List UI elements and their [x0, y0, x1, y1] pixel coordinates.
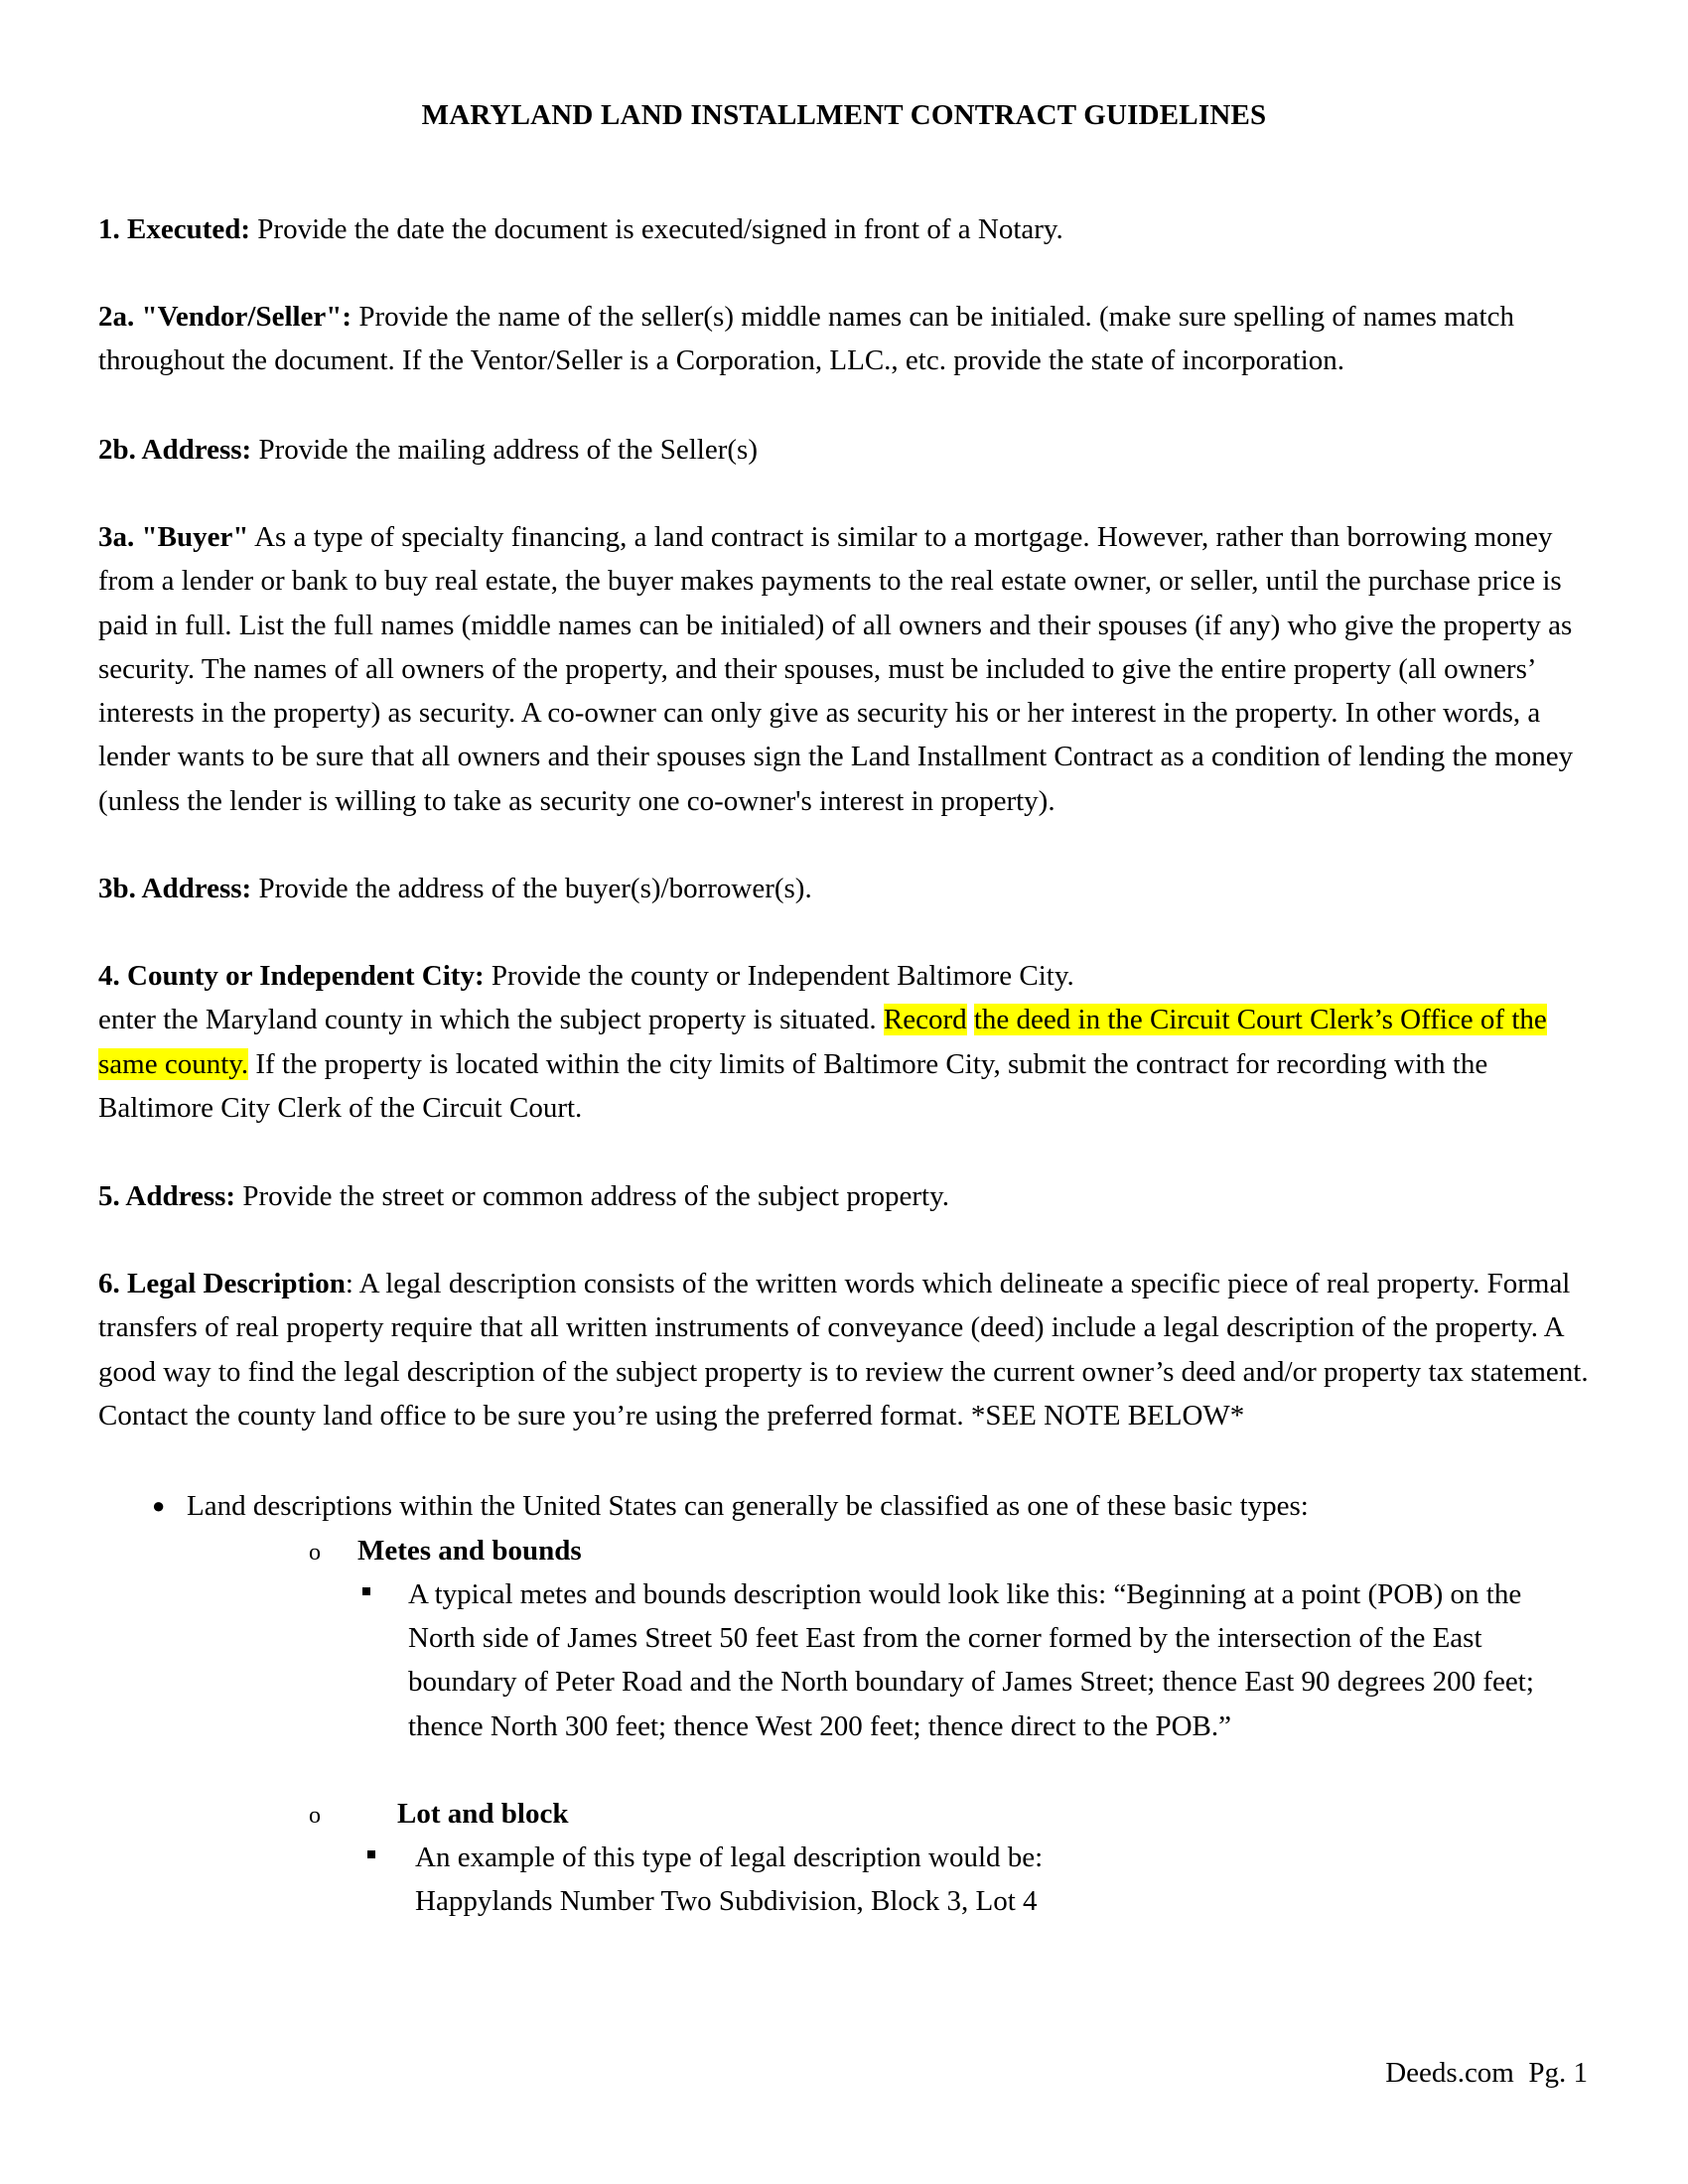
section-3b-address	[98, 867, 1588, 910]
section-label: 2b. Address:	[98, 434, 252, 466]
circle-bullet-icon: o	[309, 1803, 321, 1829]
highlight-deed-office: the deed in the Circuit Court Clerk’s Office of the same county.	[98, 1004, 1547, 1080]
circle-bullet-icon: o	[309, 1540, 321, 1566]
square-bullet-icon	[362, 1587, 370, 1595]
lot-block-example	[415, 1836, 1557, 1923]
highlight-record: Record	[883, 1004, 967, 1036]
section-1-executed	[98, 207, 1588, 251]
section-label: 5. Address:	[98, 1180, 236, 1212]
section-text: Provide the name of the seller(s) middle names can be initialed. (make sure spelling of names match throughout the document. If the Ventor/Seller is a Corporation, LLC., etc. provide the state of incorporation.	[98, 301, 1514, 377]
section-2a-vendor	[98, 295, 1588, 383]
section-3a-buyer	[98, 515, 1593, 823]
section-text-line2: enter the Maryland county in which the subject property is situated.	[98, 1004, 884, 1036]
section-label: 3b. Address:	[98, 873, 252, 904]
bullet-text: Land descriptions within the United States can generally be classified as one of these basic types:	[187, 1490, 1309, 1522]
subitem-title: Metes and bounds	[357, 1535, 582, 1567]
section-5-address	[98, 1174, 1588, 1218]
example-line: Happylands Number Two Subdivision, Block 3, Lot 4	[415, 1885, 1038, 1918]
section-6-legal-description	[98, 1262, 1593, 1437]
section-text-tail: If the property is located within the city limits of Baltimore City, submit the contract for recording with the Baltimore City Clerk of the Circuit Court.	[98, 1047, 1488, 1124]
page-title: MARYLAND LAND INSTALLMENT CONTRACT GUIDELINES	[421, 99, 1267, 131]
square-bullet-icon	[367, 1850, 375, 1858]
section-label: 2a. "Vendor/Seller":	[98, 301, 352, 333]
bullet-dot-icon: ●	[152, 1493, 166, 1518]
section-4-county	[98, 954, 1593, 1130]
section-text: Provide the address of the buyer(s)/borrower(s).	[251, 873, 812, 904]
section-label: 1. Executed:	[98, 213, 251, 245]
section-text: Provide the date the document is executed/signed in front of a Notary.	[250, 213, 1063, 245]
section-label: 6. Legal Description	[98, 1268, 346, 1299]
section-text: As a type of specialty financing, a land contract is similar to a mortgage. However, rather than borrowing money from a lender or bank to buy real estate, the buyer makes payments to the real estate owner, or seller, until the purchase price is paid in full. List the full names (middle names can be initialed) of all owners and their spouses (if any) who give the property as security. The names of all owners of the property, and their spouses, must be included to give the entire property (all owners’ interests in the property) as security. A co-owner can only give as security his or her interest in the property. In other words, a lender wants to be sure that all owners and their spouses sign the Land Installment Contract as a condition of lending the money (unless the lender is willing to take as security one co-owner's interest in property).	[98, 521, 1574, 817]
section-text: : A legal description consists of the written words which delineate a specific piece of real property. Formal transfers of real property require that all written instruments of conveyance (deed) include a legal description of the property. A good way to find the legal description of the subject property is to review the current owner’s deed and/or property tax statement. Contact the county land office to be sure you’re using the preferred format. *SEE NOTE BELOW*	[98, 1268, 1589, 1432]
section-label: 3a. "Buyer"	[98, 521, 249, 553]
metes-bounds-example: A typical metes and bounds description would look like this: “Beginning at a point (POB) on the North side of James Street 50 feet East from the corner formed by the intersection of the East boundary of Peter Road and the North boundary of James Street; thence East 90 degrees 200 feet; thence North 300 feet; thence West 200 feet; thence direct to the POB.”	[408, 1578, 1534, 1742]
section-label: 4. County or Independent City:	[98, 960, 485, 992]
section-2b-address	[98, 428, 1588, 472]
section-text: Provide the street or common address of the subject property.	[235, 1180, 949, 1212]
example-line: An example of this type of legal description would be:	[415, 1842, 1044, 1873]
subitem-title: Lot and block	[397, 1798, 569, 1830]
section-text: Provide the county or Independent Baltimore City.	[484, 960, 1074, 992]
section-text: Provide the mailing address of the Seller(s)	[251, 434, 758, 466]
page-footer: Deeds.com Pg. 1	[1385, 2057, 1588, 2089]
